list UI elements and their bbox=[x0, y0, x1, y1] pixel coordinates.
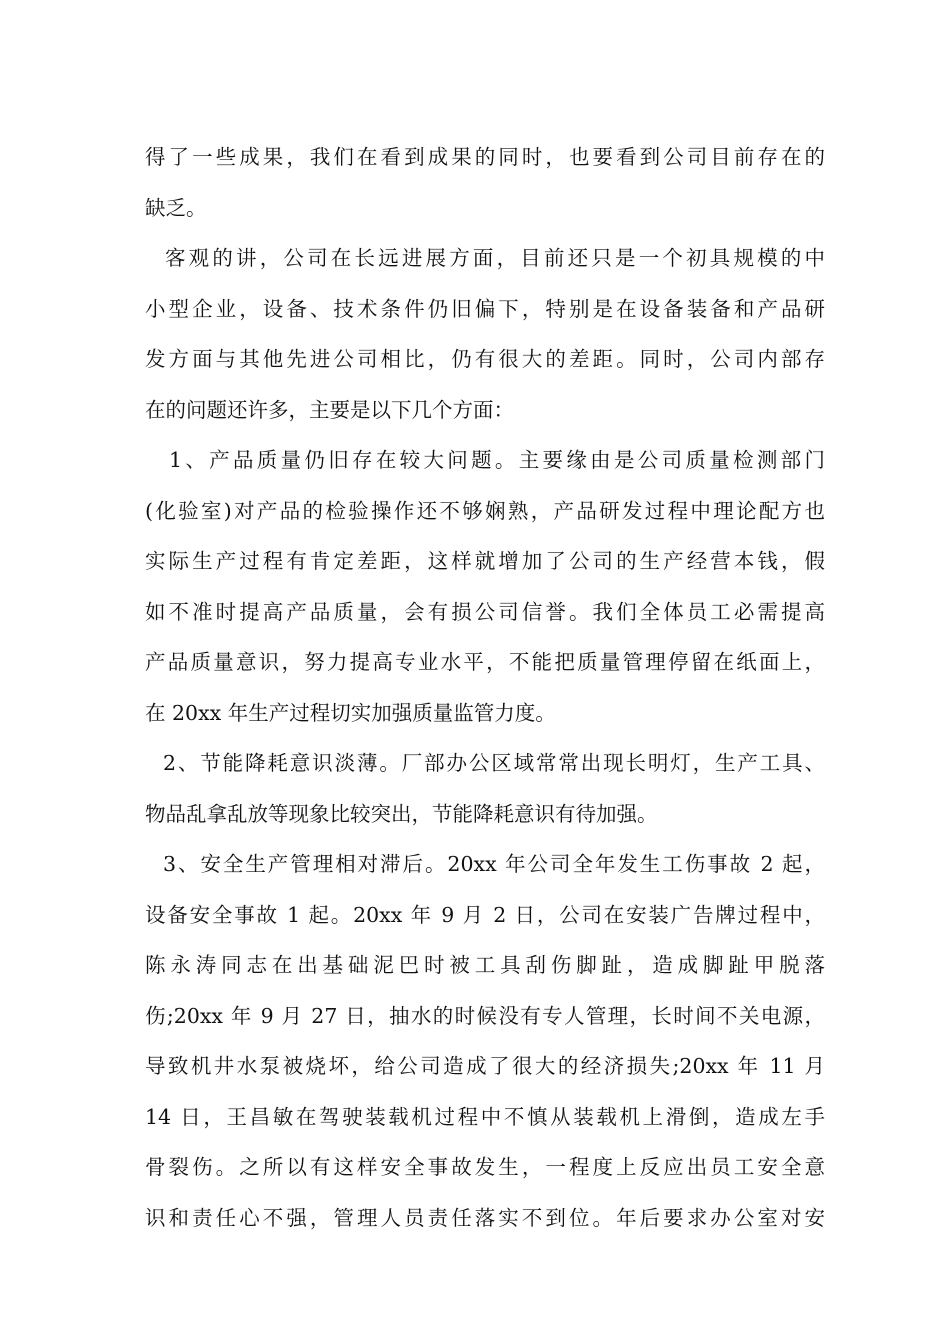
text-line: 产品质量意识，努力提高专业水平，不能把质量管理停留在纸面上， bbox=[145, 650, 825, 674]
text-line: 设备安全事故 1 起。20xx 年 9 月 2 日，公司在安装广告牌过程中， bbox=[145, 902, 825, 927]
text-line: 2、节能降耗意识淡薄。厂部办公区域常常出现长明灯，生产工具、 bbox=[163, 751, 825, 775]
text-line: 客观的讲，公司在长远进展方面，目前还只是一个初具规模的中 bbox=[165, 246, 825, 270]
text-line: (化验室)对产品的检验操作还不够娴熟，产品研发过程中理论配方也 bbox=[145, 498, 825, 523]
text-line: 1、产品质量仍旧存在较大问题。主要缘由是公司质量检测部门 bbox=[169, 448, 825, 472]
text-line: 导致机井水泵被烧坏，给公司造成了很大的经济损失;20xx 年 11 月 bbox=[145, 1054, 825, 1078]
text-line: 小型企业，设备、技术条件仍旧偏下，特别是在设备装备和产品研 bbox=[145, 296, 825, 321]
text-line: 得了一些成果，我们在看到成果的同时，也要看到公司目前存在的 bbox=[145, 145, 825, 169]
text-line: 缺乏。 bbox=[145, 195, 207, 220]
text-line: 物品乱拿乱放等现象比较突出，节能降耗意识有待加强。 bbox=[145, 801, 658, 826]
text-line: 如不准时提高产品质量，会有损公司信誉。我们全体员工必需提高 bbox=[145, 599, 825, 624]
text-line: 实际生产过程有肯定差距，这样就增加了公司的生产经营本钱，假 bbox=[145, 549, 825, 573]
text-line: 伤;20xx 年 9 月 27 日，抽水的时候没有专人管理，长时间不关电源， bbox=[145, 1003, 825, 1028]
text-line: 3、安全生产管理相对滞后。20xx 年公司全年发生工伤事故 2 起， bbox=[163, 852, 825, 876]
body-text bbox=[145, 132, 825, 1243]
text-line: 在的问题还许多，主要是以下几个方面： bbox=[145, 397, 514, 422]
text-line: 骨裂伤。之所以有这样安全事故发生，一程度上反应出员工安全意 bbox=[145, 1155, 825, 1179]
text-line: 识和责任心不强，管理人员责任落实不到位。年后要求办公室对安 bbox=[145, 1205, 825, 1230]
text-line: 在 20xx 年生产过程切实加强质量监管力度。 bbox=[145, 700, 556, 725]
text-line: 14 日，王昌敏在驾驶装载机过程中不慎从装载机上滑倒，造成左手 bbox=[145, 1104, 825, 1129]
text-line: 发方面与其他先进公司相比，仍有很大的差距。同时，公司内部存 bbox=[145, 347, 825, 371]
text-line: 陈永涛同志在出基础泥巴时被工具刮伤脚趾，造成脚趾甲脱落 bbox=[145, 953, 825, 977]
